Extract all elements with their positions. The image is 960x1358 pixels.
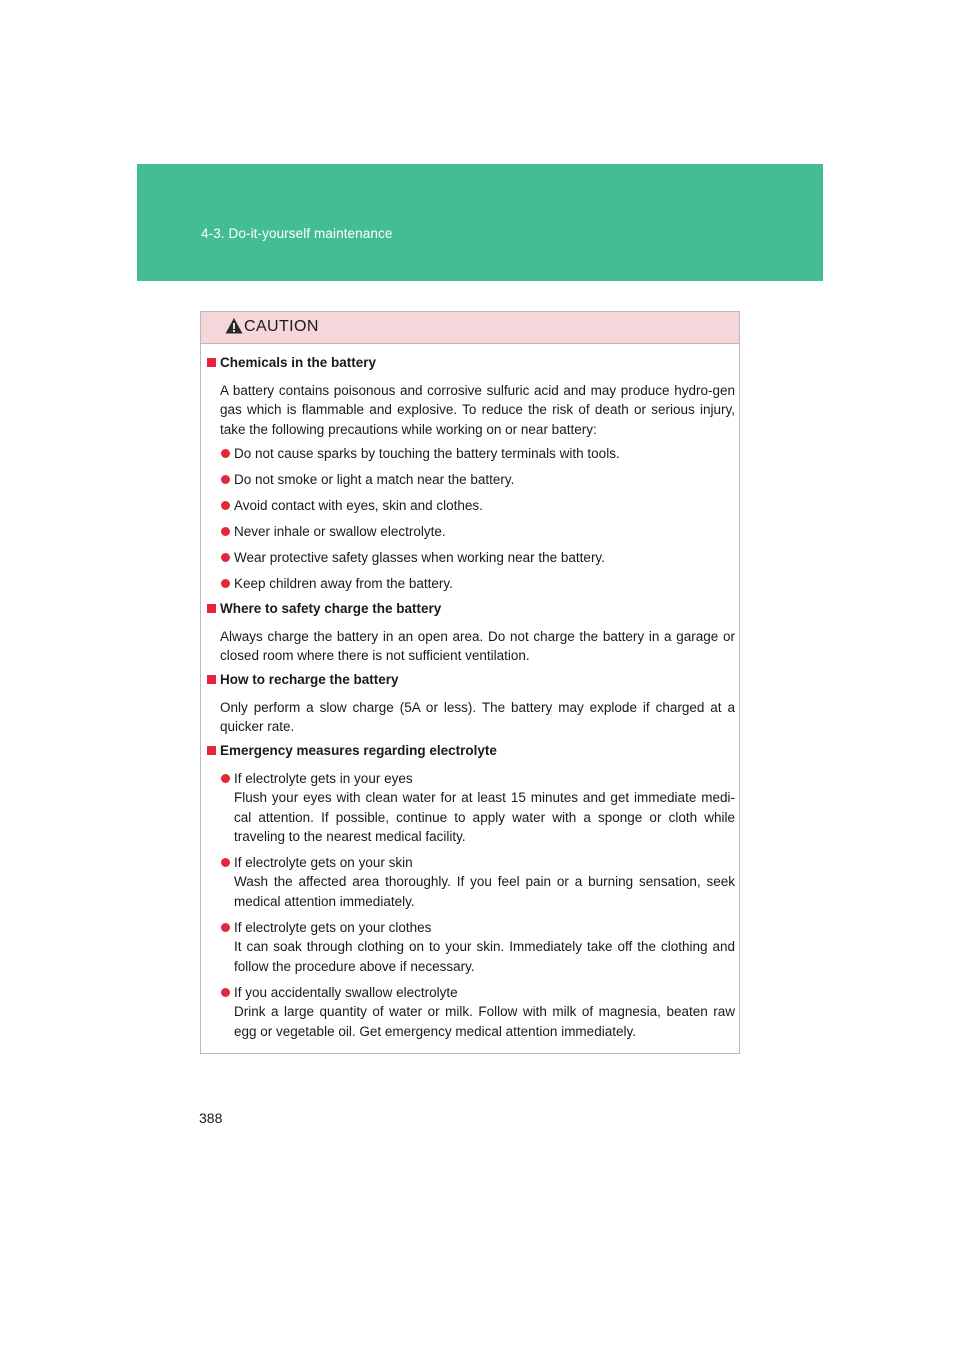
section-header-band [137,164,823,281]
list-item [221,769,735,847]
square-bullet-icon [207,358,216,367]
dot-bullet-icon [221,527,230,536]
list-item-text: Wash the affected area thoroughly. If you feel pain or a burning sensation, seek medical attention immediately. [234,874,735,909]
caution-header [201,312,739,344]
section-heading-emergency [207,743,497,758]
section-heading-charge-location [207,601,441,616]
square-bullet-icon [207,675,216,684]
list-item-text: Never inhale or swallow electrolyte. [234,524,446,539]
list-item-text: Avoid contact with eyes, skin and clothes. [234,498,483,513]
list-item-title [221,985,458,1000]
section-paragraph-recharge: Only perform a slow charge (5A or less). The battery may explode if charged at a quicker rate. [220,700,735,735]
list-item-text: Do not cause sparks by touching the battery terminals with tools. [234,446,620,461]
section-paragraph-charge-location: Always charge the battery in an open area. Do not charge the battery in a garage or closed room where there is not sufficient ventilation. [220,629,735,664]
list-item-title-text: If electrolyte gets on your skin [234,855,413,870]
list-item [221,576,453,591]
list-item [221,498,483,513]
dot-bullet-icon [221,553,230,562]
section-title: 4-3. Do-it-yourself maintenance [201,226,393,241]
dot-bullet-icon [221,923,230,932]
list-item-text: Flush your eyes with clean water for at least 15 minutes and get immediate medi-cal attention. If possible, continue to apply water with a sponge or cloth while traveling to the nearest medical facility. [234,790,735,845]
list-item-title [221,771,413,786]
section-heading-text: Chemicals in the battery [220,355,377,370]
dot-bullet-icon [221,449,230,458]
square-bullet-icon [207,604,216,613]
dot-bullet-icon [221,988,230,997]
dot-bullet-icon [221,858,230,867]
list-item-text: Drink a large quantity of water or milk. Follow with milk of magnesia, beaten raw egg or vegetable oil. Get emergency medical attention immediately. [234,1004,735,1039]
list-item-title-text: If electrolyte gets on your clothes [234,920,432,935]
section-heading-text: Emergency measures regarding electrolyte [220,743,497,758]
list-item [221,472,514,487]
dot-bullet-icon [221,501,230,510]
list-item-text: It can soak through clothing on to your skin. Immediately take off the clothing and follow the procedure above if necessary. [234,939,735,974]
list-item [221,446,620,461]
section-heading-recharge [207,672,399,687]
section-heading-text: How to recharge the battery [220,672,399,687]
dot-bullet-icon [221,774,230,783]
section-paragraph-chemicals: A battery contains poisonous and corrosive sulfuric acid and may produce hydro-gen gas which is flammable and explosive. To reduce the risk of death or serious injury, take the following precautions while working on or near battery: [220,383,735,437]
list-item-text: Do not smoke or light a match near the battery. [234,472,515,487]
dot-bullet-icon [221,475,230,484]
list-item [221,918,735,976]
list-item-title [221,855,413,870]
caution-title: CAUTION [244,318,319,335]
list-item-text: Keep children away from the battery. [234,576,453,591]
list-item [221,524,446,539]
square-bullet-icon [207,746,216,755]
section-heading-text: Where to safety charge the battery [220,601,442,616]
warning-triangle-icon [225,317,243,335]
list-item-title-text: If you accidentally swallow electrolyte [234,985,458,1000]
list-item-title-text: If electrolyte gets in your eyes [234,771,413,786]
section-heading-chemicals [207,355,376,370]
page-number: 388 [199,1110,223,1126]
list-item [221,983,735,1041]
list-item [221,550,605,565]
list-item-text: Wear protective safety glasses when working near the battery. [234,550,605,565]
dot-bullet-icon [221,579,230,588]
caution-box [200,311,740,1054]
list-item [221,853,735,911]
list-item-title [221,920,431,935]
